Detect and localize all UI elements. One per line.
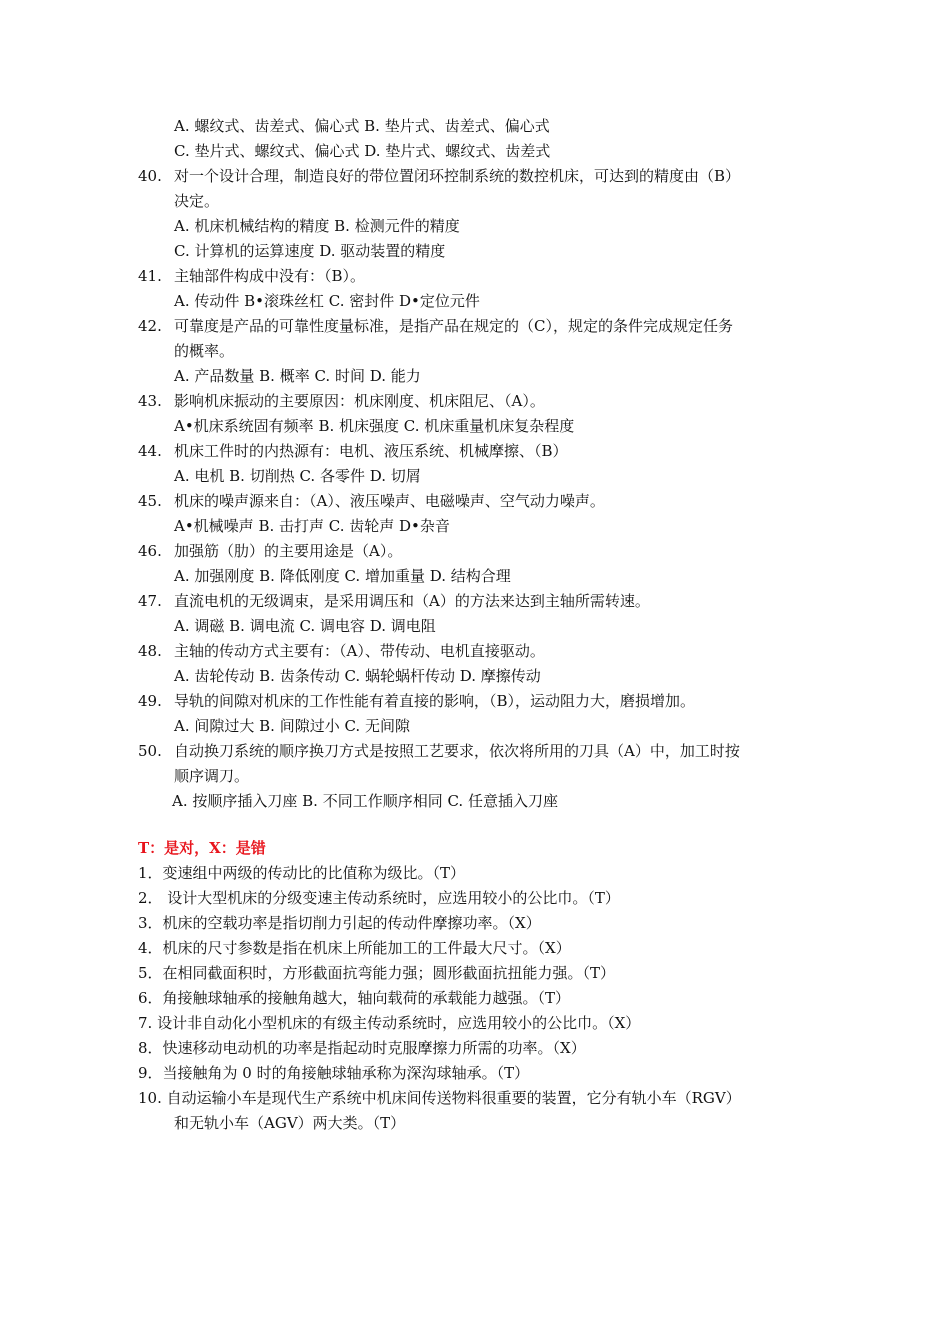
q46-options: A. 加强刚度 B. 降低刚度 C. 增加重量 D. 结构合理 [174, 567, 511, 585]
tf-heading: T：是对，X：是错 [138, 839, 266, 857]
tf-item-4: 4．机床的尺寸参数是指在机床上所能加工的工件最大尺寸。（X） [138, 939, 571, 957]
tf-item-3: 3．机床的空载功率是指切削力引起的传动件摩擦功率。（X） [138, 914, 541, 932]
q39-options-ab: A. 螺纹式、齿差式、偏心式 B. 垫片式、齿差式、偏心式 [174, 117, 550, 135]
tf-item-10: 10. 自动运输小车是现代生产系统中机床间传送物料很重要的装置，它分有轨小车（RGV） [138, 1089, 741, 1107]
q45-text: 机床的噪声源来自：（A）、液压噪声、电磁噪声、空气动力噪声。 [174, 492, 605, 510]
q50-text-cont: 顺序调刀。 [174, 767, 250, 785]
tf-item-5: 5．在相同截面积时，方形截面抗弯能力强；圆形截面抗扭能力强。（T） [138, 964, 616, 982]
q42-options: A. 产品数量 B. 概率 C. 时间 D. 能力 [174, 367, 421, 385]
q44-options: A. 电机 B. 切削热 C. 各零件 D. 切屑 [174, 467, 421, 485]
q47-text: 直流电机的无级调束，是采用调压和（A）的方法来达到主轴所需转速。 [174, 592, 650, 610]
q49-number: 49. [138, 692, 162, 710]
q44-text: 机床工件时的内热源有：电机、液压系统、机械摩擦、（B） [174, 442, 568, 460]
q43-text: 影响机床振动的主要原因：机床刚度、机床阻尼、（A）。 [174, 392, 545, 410]
q41-text: 主轴部件构成中没有：（B）。 [174, 267, 366, 285]
q40-text-cont: 决定。 [174, 192, 220, 210]
tf-item-1: 1．变速组中两级的传动比的比值称为级比。（T） [138, 864, 466, 882]
tf-item-2: 2． 设计大型机床的分级变速主传动系统时，应选用较小的公比巾。（T） [138, 889, 620, 907]
tf-item-8: 8．快速移动电动机的功率是指起动时克服摩擦力所需的功率。（X） [138, 1039, 586, 1057]
q41-options: A. 传动件 B•滚珠丝杠 C. 密封件 D•定位元件 [174, 292, 480, 310]
q44-number: 44. [138, 442, 162, 460]
q40-text: 对一个设计合理，制造良好的带位置闭环控制系统的数控机床，可达到的精度由（B） [174, 167, 741, 185]
q47-options: A. 调磁 B. 调电流 C. 调电容 D. 调电阻 [174, 617, 436, 635]
tf-item-9: 9．当接触角为 0 时的角接触球轴承称为深沟球轴承。（T） [138, 1064, 530, 1082]
q49-options: A. 间隙过大 B. 间隙过小 C. 无间隙 [174, 717, 410, 735]
q40-options-ab: A. 机床机械结构的精度 B. 检测元件的精度 [174, 217, 460, 235]
q40-number: 40. [138, 167, 162, 185]
q45-number: 45. [138, 492, 162, 510]
q45-options: A•机械噪声 B. 击打声 C. 齿轮声 D•杂音 [174, 517, 450, 535]
q46-number: 46. [138, 542, 162, 560]
q49-text: 导轨的间隙对机床的工作性能有着直接的影响，（B），运动阻力大，磨损增加。 [174, 692, 696, 710]
tf-item-7: 7. 设计非自动化小型机床的有级主传动系统时，应选用较小的公比巾。（X） [138, 1014, 641, 1032]
q43-options: A•机床系统固有频率 B. 机床强度 C. 机床重量机床复杂程度 [174, 417, 575, 435]
q48-options: A. 齿轮传动 B. 齿条传动 C. 蜗轮蜗杆传动 D. 摩擦传动 [174, 667, 541, 685]
q41-number: 41. [138, 267, 162, 285]
q46-text: 加强筋（肋）的主要用途是（A）。 [174, 542, 403, 560]
q40-options-cd: C. 计算机的运算速度 D. 驱动装置的精度 [174, 242, 446, 260]
q42-text: 可靠度是产品的可靠性度量标准，是指产品在规定的（C），规定的条件完成规定任务 [174, 317, 733, 335]
q50-number: 50. [138, 742, 162, 760]
q42-text-cont: 的概率。 [174, 342, 235, 360]
q50-options: A. 按顺序插入刀座 B. 不同工作顺序相同 C. 任意插入刀座 [172, 792, 558, 810]
q43-number: 43. [138, 392, 162, 410]
q42-number: 42. [138, 317, 162, 335]
tf-item-6: 6．角接触球轴承的接触角越大，轴向载荷的承载能力越强。（T） [138, 989, 571, 1007]
q48-number: 48. [138, 642, 162, 660]
q47-number: 47. [138, 592, 162, 610]
tf-item-10-cont: 和无轨小车（AGV）两大类。（T） [174, 1114, 406, 1132]
q48-text: 主轴的传动方式主要有：（A）、带传动、电机直接驱动。 [174, 642, 545, 660]
q50-text: 自动换刀系统的顺序换刀方式是按照工艺要求，依次将所用的刀具（A）中，加工时按 [174, 742, 740, 760]
q39-options-cd: C. 垫片式、螺纹式、偏心式 D. 垫片式、螺纹式、齿差式 [174, 142, 551, 160]
